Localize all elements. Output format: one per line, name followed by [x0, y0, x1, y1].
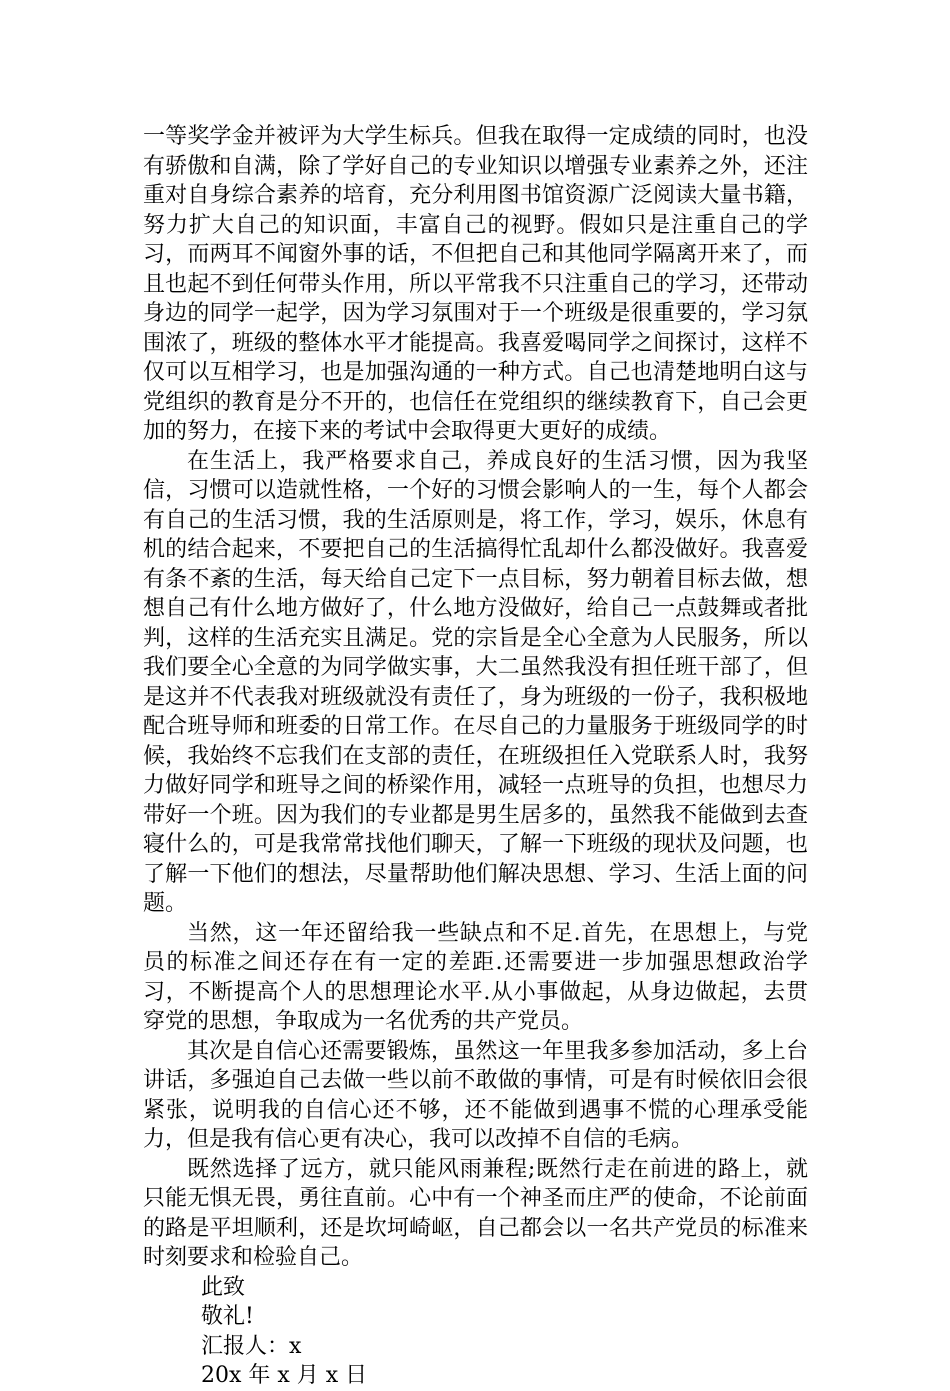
closing-regards: 敬礼!: [201, 1304, 254, 1329]
closing-date: 20x 年 x 月 x 日: [201, 1363, 368, 1388]
paragraph-shortcomings: 当然，这一年还留给我一些缺点和不足.首先，在思想上，与党员的标准之间还存在有一定的差距.还需要进一步加强思想政治学习，不断提高个人的思想理论水平.从小事做起，从身边做起，去贯穿党的思想，争取成为一名优秀的共产党员。: [143, 920, 808, 1034]
paragraph-life: 在生活上，我严格要求自己，养成良好的生活习惯，因为我坚信，习惯可以造就性格，一个好的习惯会影响人的一生，每个人都会有自己的生活习惯，我的生活原则是，将工作，学习，娱乐，休息有机的结合起来，不要把自己的生活搞得忙乱却什么都没做好。我喜爱有条不紊的生活，每天给自己定下一点目标，努力朝着目标去做，想想自己有什么地方做好了，什么地方没做好，给自己一点鼓舞或者批判，这样的生活充实且满足。党的宗旨是全心全意为人民服务，所以我们要全心全意的为同学做实事，大二虽然我没有担任班干部了，但是这并不代表我对班级就没有责任了，身为班级的一份子，我积极地配合班导师和班委的日常工作。在尽自己的力量服务于班级同学的时候，我始终不忘我们在支部的责任，在班级担任入党联系人时，我努力做好同学和班导之间的桥梁作用，减轻一点班导的负担，也想尽力带好一个班。因为我们的专业都是男生居多的，虽然我不能做到去查寝什么的，可是我常常找他们聊天，了解一下班级的现状及问题，也了解一下他们的想法，尽量帮助他们解决思想、学习、生活上面的问题。: [143, 448, 808, 916]
paragraph-confidence: 其次是自信心还需要锻炼，虽然这一年里我多参加活动，多上台讲话，多强迫自己去做一些以前不敢做的事情，可是有时候依旧会很紧张，说明我的自信心还不够，还不能做到遇事不慌的心理承受能力，但是我有信心更有决心，我可以改掉不自信的毛病。: [143, 1038, 808, 1152]
closing-reporter: 汇报人：x: [201, 1333, 302, 1359]
paragraph-study: 一等奖学金并被评为大学生标兵。但我在取得一定成绩的同时，也没有骄傲和自满，除了学好自己的专业知识以增强专业素养之外，还注重对自身综合素养的培育，充分利用图书馆资源广泛阅读大量书籍，努力扩大自己的知识面，丰富自己的视野。假如只是注重自己的学习，而两耳不闻窗外事的话，不但把自己和其他同学隔离开来了，而且也起不到任何带头作用，所以平常我不只注重自己的学习，还带动身边的同学一起学，因为学习氛围对于一个班级是很重要的，学习氛围浓了，班级的整体水平才能提高。我喜爱喝同学之间探讨，这样不仅可以互相学习，也是加强沟通的一种方式。自己也清楚地明白这与党组织的教育是分不开的，也信任在党组织的继续教育下，自己会更加的努力，在接下来的考试中会取得更大更好的成绩。: [143, 124, 808, 444]
document-page: [143, 122, 808, 1391]
closing-block: [143, 1273, 808, 1391]
closing-salutation: 此致: [201, 1274, 246, 1300]
paragraph-resolve: 既然选择了远方，就只能风雨兼程;既然行走在前进的路上，就只能无惧无畏，勇往直前。心中有一个神圣而庄严的使命，不论前面的路是平坦顺利，还是坎坷崎岖，自己都会以一名共产党员的标准来时刻要求和检验自己。: [143, 1156, 808, 1270]
